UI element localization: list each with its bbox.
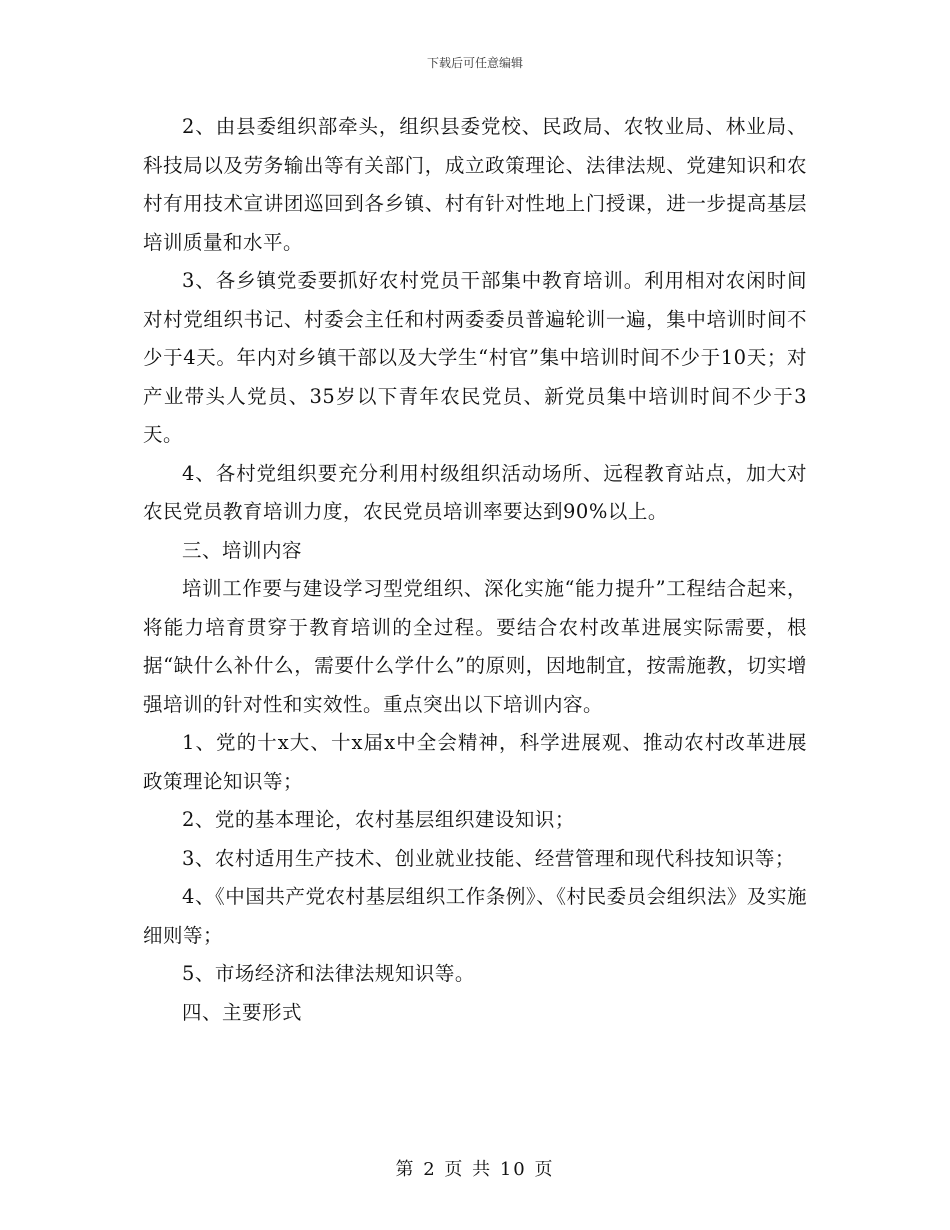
page-header-note: 下载后可任意编辑: [426, 56, 523, 70]
list-item-3: 3、农村适用生产技术、创业就业技能、经营管理和现代科技知识等；: [182, 846, 795, 870]
list-item-2: 2、党的基本理论，农村基层组织建设知识；: [182, 808, 575, 831]
list-item-1: 1、党的十x大、十x届x中全会精神，科学进展观、推动农村改革进展政策理论知识等；: [143, 731, 807, 793]
paragraph-training-intro: 培训工作要与建设学习型党组织、深化实施“能力提升”工程结合起来，将能力培育贯穿于教育培训的全过程。要结合农村改革进展实际需要，根据“缺什么补什么，需要什么学什么”的原则，因地制宜，按需施教，切实增强培训的针对性和实效性。重点突出以下培训内容。: [143, 577, 807, 716]
section-heading-training-content: 三、培训内容: [182, 538, 303, 562]
section-heading-main-forms: 四、主要形式: [182, 1000, 303, 1024]
list-item-5: 5、市场经济和法律法规知识等。: [182, 962, 475, 985]
page-number-footer: 第 2 页 共 10 页: [395, 1159, 555, 1180]
paragraph-item-2: 2、由县委组织部牵头，组织县委党校、民政局、农牧业局、林业局、科技局以及劳务输出等有关部门，成立政策理论、法律法规、党建知识和农村有用技术宣讲团巡回到各乡镇、村有针对性地上门授课，进一步提高基层培训质量和水平。: [143, 115, 807, 254]
paragraph-item-3: 3、各乡镇党委要抓好农村党员干部集中教育培训。利用相对农闲时间对村党组织书记、村委会主任和村两委委员普遍轮训一遍，集中培训时间不少于4天。年内对乡镇干部以及大学生“村官”集中培训时间不少于10天；对产业带头人党员、35岁以下青年农民党员、新党员集中培训时间不少于3天。: [143, 269, 807, 446]
document-body: [143, 108, 807, 1032]
list-item-4: 4、《中国共产党农村基层组织工作条例》、《村民委员会组织法》及实施细则等；: [143, 885, 807, 947]
paragraph-item-4: 4、各村党组织要充分利用村级组织活动场所、远程教育站点，加大对农民党员教育培训力度，农民党员培训率要达到90%以上。: [143, 461, 807, 523]
